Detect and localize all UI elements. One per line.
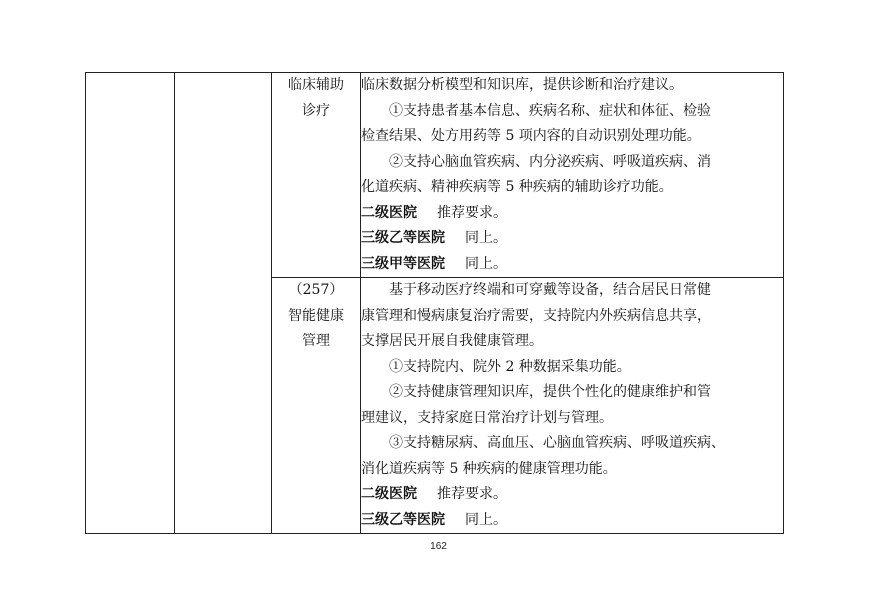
requirements-table: [85, 72, 784, 534]
hospital-level-requirement: 推荐要求。: [437, 486, 507, 502]
description-line: 理建议，支持家庭日常治疗计划与管理。: [361, 409, 613, 426]
item-name-line: 智能健康: [288, 307, 344, 324]
item-description-cell: [361, 278, 784, 534]
description-line: 化道疾病、精神疾病等 5 种疾病的辅助诊疗功能。: [361, 179, 673, 195]
hospital-level-requirement: 同上。: [465, 511, 507, 528]
hospital-level-line: [361, 482, 783, 508]
item-name-line: （257）: [288, 282, 344, 298]
description-line: 康管理和慢病康复治疗需要，支持院内外疾病信息共享，: [361, 307, 711, 324]
hospital-level-line: [361, 226, 783, 252]
description-line: 消化道疾病等 5 种疾病的健康管理功能。: [361, 460, 617, 477]
hospital-level-label: 二级医院: [361, 486, 417, 502]
description-line: ②支持心脑血管疾病、内分泌疾病、呼吸道疾病、消: [389, 153, 711, 170]
category-cell: [86, 73, 175, 534]
page-number: 162: [430, 541, 447, 552]
hospital-level-line: [361, 508, 783, 534]
item-name-cell: [272, 73, 361, 278]
item-name-line: 管理: [302, 333, 330, 349]
description-line: ①支持患者基本信息、疾病名称、症状和体征、检验: [389, 102, 711, 119]
item-description-cell: [361, 73, 784, 278]
item-name-line: 诊疗: [302, 102, 330, 119]
hospital-level-requirement: 同上。: [465, 255, 507, 272]
hospital-level-requirement: 同上。: [465, 230, 507, 246]
hospital-level-label: 三级甲等医院: [361, 255, 445, 272]
description-line: ③支持糖尿病、高血压、心脑血管疾病、呼吸道疾病、: [389, 435, 725, 451]
table-row: [86, 73, 784, 278]
hospital-level-label: 三级乙等医院: [361, 511, 445, 528]
item-name-cell: [272, 278, 361, 534]
description-line: 支撑居民开展自我健康管理。: [361, 333, 543, 349]
hospital-level-line: [361, 201, 783, 227]
item-name-line: 临床辅助: [288, 77, 344, 93]
description-line: 临床数据分析模型和知识库，提供诊断和治疗建议。: [361, 77, 683, 93]
description-line: ②支持健康管理知识库，提供个性化的健康维护和管: [389, 384, 711, 400]
description-line: ①支持院内、院外 2 种数据采集功能。: [389, 358, 631, 375]
hospital-level-requirement: 推荐要求。: [437, 204, 507, 221]
hospital-level-line: [361, 252, 783, 278]
hospital-level-label: 三级乙等医院: [361, 230, 445, 246]
table-body: [86, 73, 784, 534]
description-line: 基于移动医疗终端和可穿戴等设备，结合居民日常健: [389, 282, 711, 298]
hospital-level-label: 二级医院: [361, 204, 417, 221]
subcategory-cell: [175, 73, 272, 534]
description-line: 检查结果、处方用药等 5 项内容的自动识别处理功能。: [361, 128, 701, 144]
